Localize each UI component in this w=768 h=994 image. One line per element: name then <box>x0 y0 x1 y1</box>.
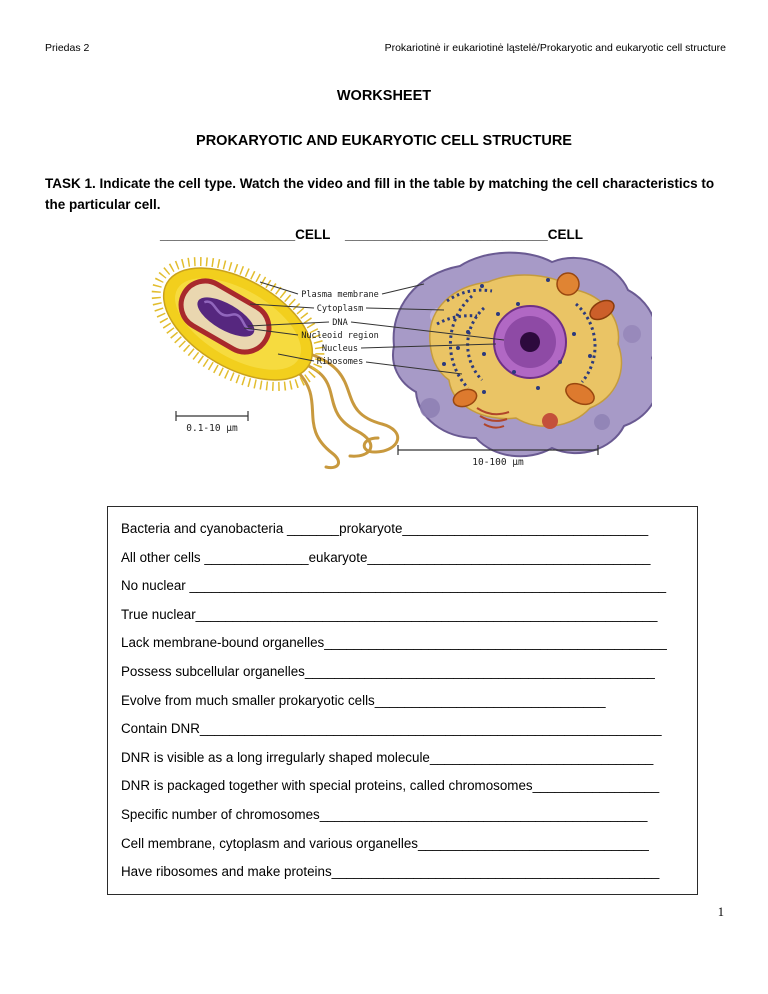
header-left-text: Priedas 2 <box>45 42 90 54</box>
table-row: Lack membrane-bound organelles______________________________________________ <box>121 635 667 651</box>
prokaryote-cell-illustration <box>135 246 341 412</box>
table-row: DNR is packaged together with special proteins, called chromosomes_________________ <box>121 778 660 794</box>
plasma-membrane-label: Plasma membrane <box>301 290 379 300</box>
prokaryote-scale-bar <box>176 411 248 421</box>
task-instructions: TASK 1. Indicate the cell type. Watch the video and fill in the table by matching the cell characteristics to the particular cell. <box>45 176 715 212</box>
cell-structure-diagram <box>132 246 652 484</box>
worksheet-subtitle: PROKARYOTIC AND EUKARYOTIC CELL STRUCTURE <box>196 133 572 149</box>
right-cell-blank: ___________________________CELL <box>345 227 583 242</box>
characteristics-table <box>107 506 698 895</box>
table-row: DNR is visible as a long irregularly shaped molecule______________________________ <box>121 749 654 765</box>
table-row: Specific number of chromosomes____________________________________________ <box>121 806 648 822</box>
eukaryote-cell-illustration <box>393 253 652 457</box>
dna-label: DNA <box>332 318 348 328</box>
table-row: Possess subcellular organelles_______________________________________________ <box>121 663 655 679</box>
page-header <box>45 42 726 54</box>
table-row: Have ribosomes and make proteins____________________________________________ <box>121 864 660 880</box>
table-row: Bacteria and cyanobacteria _______prokaryote_________________________________ <box>121 521 649 536</box>
cell-diagram-container <box>132 246 652 484</box>
table-row: Contain DNR______________________________________________________________ <box>121 721 662 737</box>
nucleoid-region-label: Nucleoid region <box>301 331 379 341</box>
table-row: Evolve from much smaller prokaryotic cells_______________________________ <box>121 692 606 708</box>
cell-type-blanks <box>0 227 768 247</box>
flagella-illustration <box>297 354 398 468</box>
nucleus-label: Nucleus <box>321 344 359 354</box>
ribosomes-label: Ribosomes <box>316 357 364 367</box>
header-right-text: Prokariotinė ir eukariotinė ląstelė/Prokaryotic and eukaryotic cell structure <box>384 42 726 54</box>
table-row: No nuclear ________________________________________________________________ <box>121 578 667 594</box>
table-row: True nuclear______________________________________________________________ <box>121 606 658 622</box>
cytoplasm-label: Cytoplasm <box>316 304 364 314</box>
left-cell-blank: __________________CELL <box>160 227 331 242</box>
table-row: Cell membrane, cytoplasm and various organelles_______________________________ <box>121 835 649 851</box>
worksheet-title: WORKSHEET <box>336 88 432 104</box>
eukaryote-scale-label: 10-100 µm <box>472 457 524 468</box>
page-number: 1 <box>717 905 724 919</box>
table-row: All other cells ______________eukaryote______________________________________ <box>121 549 651 565</box>
prokaryote-scale-label: 0.1-10 µm <box>186 423 238 434</box>
